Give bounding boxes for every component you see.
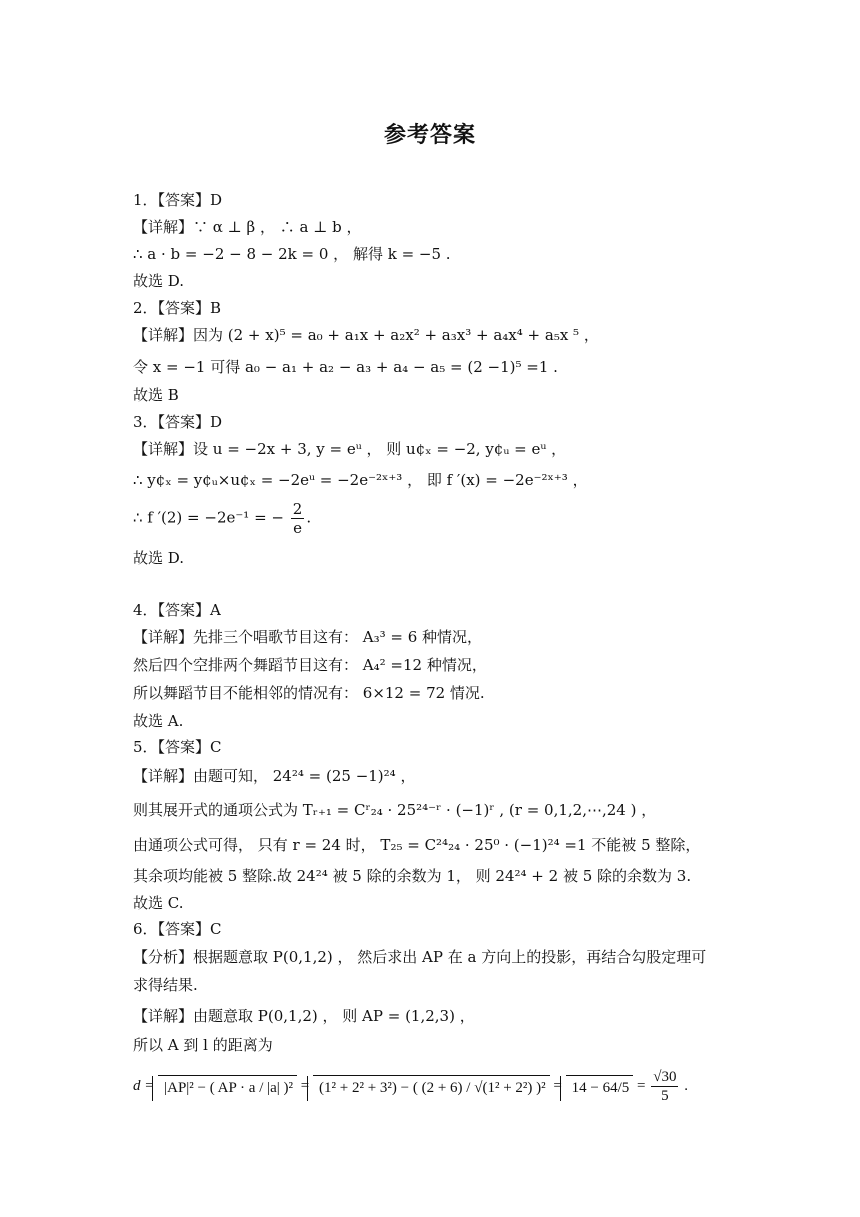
q3-fraction-den: e: [293, 519, 302, 537]
q3-fraction: [291, 500, 305, 537]
q3-detail-a: 【详解】设 u = −2x + 3, y = eᵘ ， 则 u¢ₓ = −2, y¢ᵤ = eᵘ ，: [133, 440, 567, 458]
q5-detail-b: 则其展开式的通项公式为 Tᵣ₊₁ = Cʳ₂₄ · 25²⁴⁻ʳ · (−1)ʳ , (r = 0,1,2,⋯,24 ) ，: [133, 801, 657, 819]
q3-detail-b: ∴ y¢ₓ = y¢ᵤ×u¢ₓ = −2eᵘ = −2e⁻²ˣ⁺³ ， 即 f ′(x) = −2e⁻²ˣ⁺³ ，: [133, 471, 588, 489]
q3-detail-c: ∴ f ′(2) = −2e⁻¹ = − $\frac{2}{e}$ .: [133, 500, 312, 537]
q4-answer: 4．【答案】A: [133, 601, 221, 619]
q6-analysis-a: 【分析】根据题意取 P(0,1,2) ， 然后求出 AP 在 a 方向上的投影，再结合勾股定理可: [133, 948, 707, 966]
q4-detail-c: 所以舞蹈节目不能相邻的情况有： 6×12 = 72 情况.: [133, 684, 485, 702]
q4-detail-b: 然后四个空排两个舞蹈节目这有： A₄² =12 种情况，: [133, 656, 487, 674]
eq-part2: (1² + 2² + 3²) − ( (2 + 6) / √(1² + 2²) )²: [319, 1079, 546, 1096]
eq-end: .: [684, 1077, 688, 1094]
q2-choose: 故选 B: [133, 386, 179, 404]
q1-detail-a: 【详解】∵ α ⊥ β ， ∴ a ⊥ b ，: [133, 218, 362, 236]
eq-eq2: =: [553, 1077, 562, 1094]
q6-answer: 6．【答案】C: [133, 920, 222, 938]
q1-choose: 故选 D.: [133, 272, 185, 290]
q6-detail-b: 所以 A 到 l 的距离为: [133, 1036, 273, 1054]
q1-answer: 1．【答案】D: [133, 191, 223, 209]
page-title: 参考答案: [383, 123, 476, 148]
eq-sqrt-1: [158, 1075, 297, 1099]
q4-detail-a: 【详解】先排三个唱歌节目这有： A₃³ = 6 种情况，: [133, 628, 483, 646]
eq-eq1: =: [300, 1077, 310, 1094]
q6-analysis-b: 求得结果.: [133, 976, 198, 994]
eq-d: d =: [133, 1077, 155, 1094]
q3-answer: 3．【答案】D: [133, 413, 223, 431]
q3-fraction-num: 2: [292, 500, 303, 518]
eq-sqrt-3: [566, 1075, 634, 1099]
q6-distance-equation: [133, 1068, 688, 1105]
q6-detail-a: 【详解】由题意取 P(0,1,2) ， 则 AP = (1,2,3) ，: [133, 1007, 475, 1025]
q4-choose: 故选 A.: [133, 712, 184, 730]
eq-result-den: 5: [661, 1088, 669, 1104]
eq-result-num: √30: [653, 1069, 677, 1085]
q2-detail-b: 令 x = −1 可得 a₀ − a₁ + a₂ − a₃ + a₄ − a₅ = (2 −1)⁵ =1 .: [133, 358, 558, 376]
q3-detail-c-left: ∴ f ′(2) = −2e⁻¹ = −: [133, 508, 284, 527]
eq-eq3: =: [637, 1077, 646, 1094]
q5-detail-c: 由通项公式可得， 只有 r = 24 时， T₂₅ = C²⁴₂₄ · 25⁰ · (−1)²⁴ =1 不能被 5 整除，: [133, 836, 701, 854]
eq-sqrt-2: [313, 1075, 550, 1099]
eq-part3: 14 − 64/5: [571, 1079, 630, 1096]
q2-detail-a: 【详解】因为 (2 + x)⁵ = a₀ + a₁x + a₂x² + a₃x³ + a₄x⁴ + a₅x ⁵ ，: [133, 326, 599, 344]
eq-result-fraction: [651, 1068, 678, 1105]
q3-choose: 故选 D.: [133, 549, 185, 567]
q5-detail-a: 【详解】由题可知， 24²⁴ = (25 −1)²⁴ ，: [133, 767, 416, 785]
q5-choose: 故选 C.: [133, 894, 184, 912]
eq-part1: |AP|² − ( AP · a / |a| )²: [164, 1079, 294, 1096]
q1-detail-b: ∴ a · b = −2 − 8 − 2k = 0 ， 解得 k = −5 .: [133, 245, 451, 263]
q2-answer: 2．【答案】B: [133, 299, 222, 317]
q5-detail-d: 其余项均能被 5 整除.故 24²⁴ 被 5 除的余数为 1， 则 24²⁴ + 2 被 5 除的余数为 3.: [133, 867, 692, 885]
q5-answer: 5．【答案】C: [133, 738, 222, 756]
